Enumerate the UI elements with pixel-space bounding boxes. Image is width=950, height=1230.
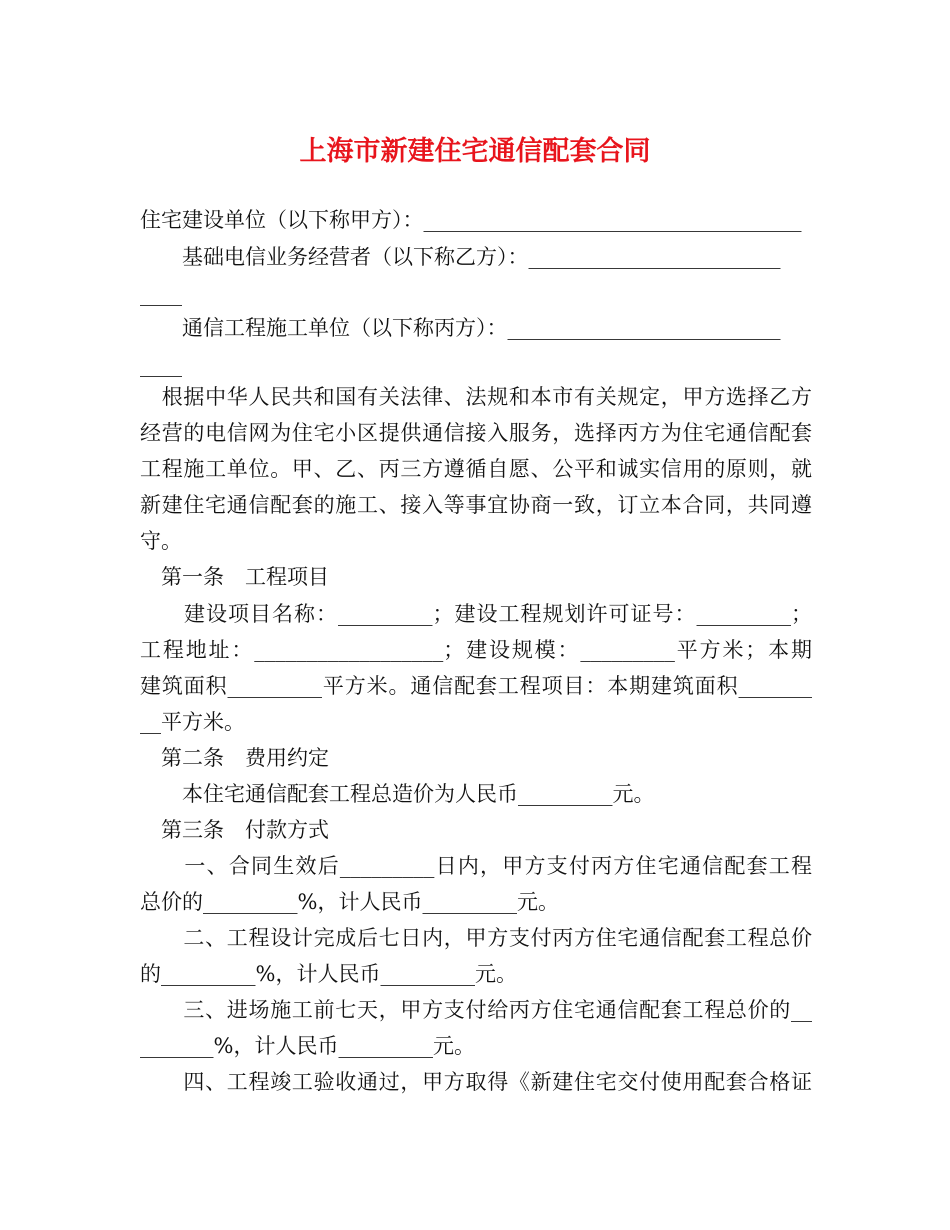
article-3-item-2: 二、工程设计完成后七日内，甲方支付丙方住宅通信配套工程总价 [140,926,812,950]
article-3-item-3-cont: _______%，计人民币_________元。 [140,1034,475,1058]
article-1-text: 工程地址：__________________；建设规模：_________平方米；本期 [140,638,812,662]
preamble-line: 工程施工单位。甲、乙、丙三方遵循自愿、公平和诚实信用的原则，就 [140,457,812,481]
article-3-item-4: 四、工程竣工验收通过，甲方取得《新建住宅交付使用配套合格证 [140,1070,812,1094]
article-1-heading: 第一条 工程项目 [140,565,329,589]
party-a-line: 住宅建设单位（以下称甲方）：____________________________________ [140,208,802,232]
preamble-line: 经营的电信网为住宅小区提供通信接入服务，选择丙方为住宅通信配套 [140,421,812,445]
article-1-text: __平方米。 [140,710,245,734]
article-3-item-1: 一、合同生效后_________日内，甲方支付丙方住宅通信配套工程 [140,854,812,878]
preamble-line: 守。 [140,529,182,553]
preamble-line: 新建住宅通信配套的施工、接入等事宜协商一致，订立本合同，共同遵 [140,493,812,517]
preamble-line: 根据中华人民共和国有关法律、法规和本市有关规定，甲方选择乙方 [140,385,812,409]
article-3-item-3: 三、进场施工前七天，甲方支付给丙方住宅通信配套工程总价的__ [140,998,812,1022]
article-3-item-2-cont: 的_________%，计人民币_________元。 [140,962,517,986]
party-c-line: 通信工程施工单位（以下称丙方）：__________________________ [140,316,781,340]
article-3-item-1-cont: 总价的_________%，计人民币_________元。 [140,890,559,914]
party-c-line-cont: ____ [140,353,182,377]
article-2-text: 本住宅通信配套工程总造价为人民币_________元。 [140,782,655,806]
party-b-line-cont: ____ [140,282,182,306]
article-1-text: 建筑面积_________平方米。通信配套工程项目：本期建筑面积_______ [140,674,812,698]
party-b-line: 基础电信业务经营者（以下称乙方）：________________________ [140,245,781,269]
article-2-heading: 第二条 费用约定 [140,746,329,770]
document-title: 上海市新建住宅通信配套合同 [299,136,651,167]
article-3-heading: 第三条 付款方式 [140,818,329,842]
article-1-text: 建设项目名称：_________；建设工程规划许可证号：_________； [140,602,812,626]
